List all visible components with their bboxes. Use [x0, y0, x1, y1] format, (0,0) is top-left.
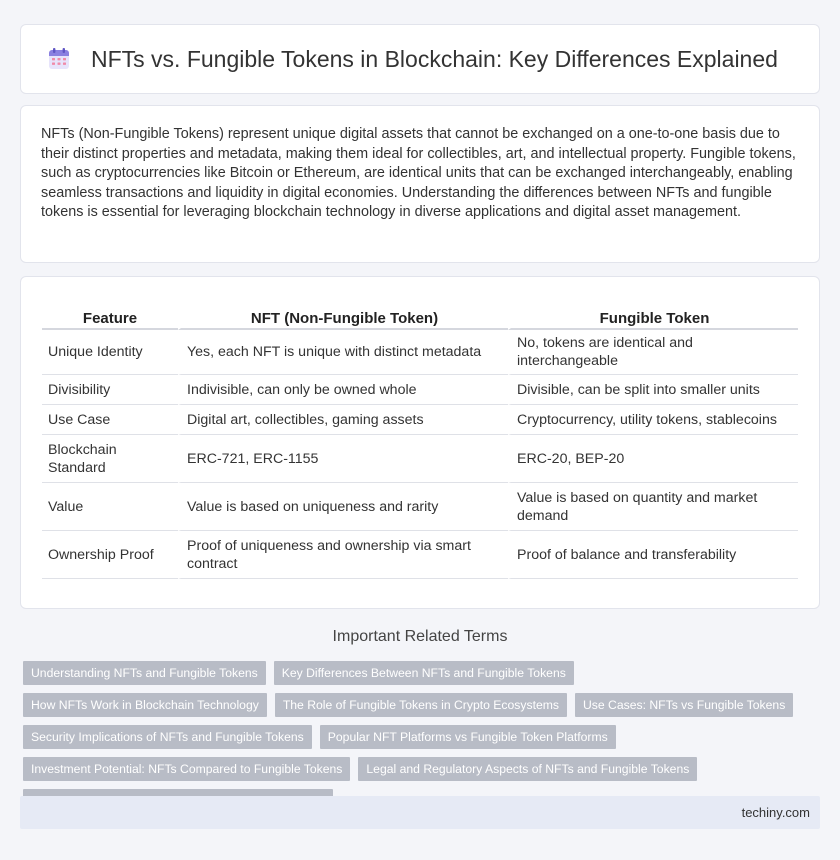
comparison-card — [20, 276, 820, 609]
comparison-table — [42, 303, 798, 579]
related-term-tag[interactable]: Legal and Regulatory Aspects of NFTs and Fungible Tokens — [358, 757, 697, 781]
column-header-nft: NFT (Non-Fungible Token) — [178, 303, 508, 330]
nft-cell: Indivisible, can only be owned whole — [178, 375, 508, 405]
related-term-tag[interactable]: Use Cases: NFTs vs Fungible Tokens — [575, 693, 793, 717]
feature-cell: Unique Identity — [42, 330, 178, 375]
calendar-grid-icon — [47, 47, 71, 71]
related-term-tag[interactable]: How NFTs Work in Blockchain Technology — [23, 693, 267, 717]
related-term-tag[interactable]: Popular NFT Platforms vs Fungible Token Platforms — [320, 725, 616, 749]
table-row — [42, 483, 798, 531]
table-row — [42, 330, 798, 375]
related-terms-heading: Important Related Terms — [332, 628, 508, 645]
column-header-fungible: Fungible Token — [508, 303, 798, 330]
table-row — [42, 375, 798, 405]
page-title: NFTs vs. Fungible Tokens in Blockchain: Key Differences Explained — [91, 45, 778, 72]
fungible-cell: Value is based on quantity and market demand — [508, 483, 798, 531]
intro-paragraph: NFTs (Non-Fungible Tokens) represent unique digital assets that cannot be exchanged on a one-to-one basis due to their distinct properties and metadata, making them ideal for collectibles, art, and intellectual property. Fungible tokens, such as cryptocurrencies like Bitcoin or Ethereum, are identical units that can be exchanged interchangeably, enabling seamless transactions and liquidity in digital economies. Understanding the differences between NFTs and fungible tokens is essential for leveraging blockchain technology in diverse applications and digital asset management. — [41, 126, 796, 221]
feature-cell: Use Case — [42, 405, 178, 435]
nft-cell: Yes, each NFT is unique with distinct metadata — [178, 330, 508, 375]
feature-cell: Ownership Proof — [42, 531, 178, 579]
table-header-row — [42, 303, 798, 330]
table-row — [42, 405, 798, 435]
table-row — [42, 531, 798, 579]
feature-cell: Blockchain Standard — [42, 435, 178, 483]
related-term-tag[interactable]: Investment Potential: NFTs Compared to Fungible Tokens — [23, 757, 350, 781]
related-term-tag[interactable]: Key Differences Between NFTs and Fungible Tokens — [274, 661, 574, 685]
feature-cell: Divisibility — [42, 375, 178, 405]
related-terms-list — [23, 661, 823, 813]
nft-cell: Digital art, collectibles, gaming assets — [178, 405, 508, 435]
site-name[interactable]: techiny.com — [741, 805, 810, 820]
page-header — [20, 24, 820, 94]
related-term-tag[interactable]: Security Implications of NFTs and Fungible Tokens — [23, 725, 312, 749]
fungible-cell: Divisible, can be split into smaller units — [508, 375, 798, 405]
column-header-feature: Feature — [42, 303, 178, 330]
fungible-cell: Cryptocurrency, utility tokens, stablecoins — [508, 405, 798, 435]
feature-cell: Value — [42, 483, 178, 531]
nft-cell: ERC-721, ERC-1155 — [178, 435, 508, 483]
table-row — [42, 435, 798, 483]
intro-card — [20, 105, 820, 263]
nft-cell: Proof of uniqueness and ownership via smart contract — [178, 531, 508, 579]
related-term-tag[interactable]: The Role of Fungible Tokens in Crypto Ecosystems — [275, 693, 567, 717]
fungible-cell: No, tokens are identical and interchangeable — [508, 330, 798, 375]
page-footer — [20, 796, 820, 829]
fungible-cell: ERC-20, BEP-20 — [508, 435, 798, 483]
fungible-cell: Proof of balance and transferability — [508, 531, 798, 579]
nft-cell: Value is based on uniqueness and rarity — [178, 483, 508, 531]
related-term-tag[interactable]: Understanding NFTs and Fungible Tokens — [23, 661, 266, 685]
